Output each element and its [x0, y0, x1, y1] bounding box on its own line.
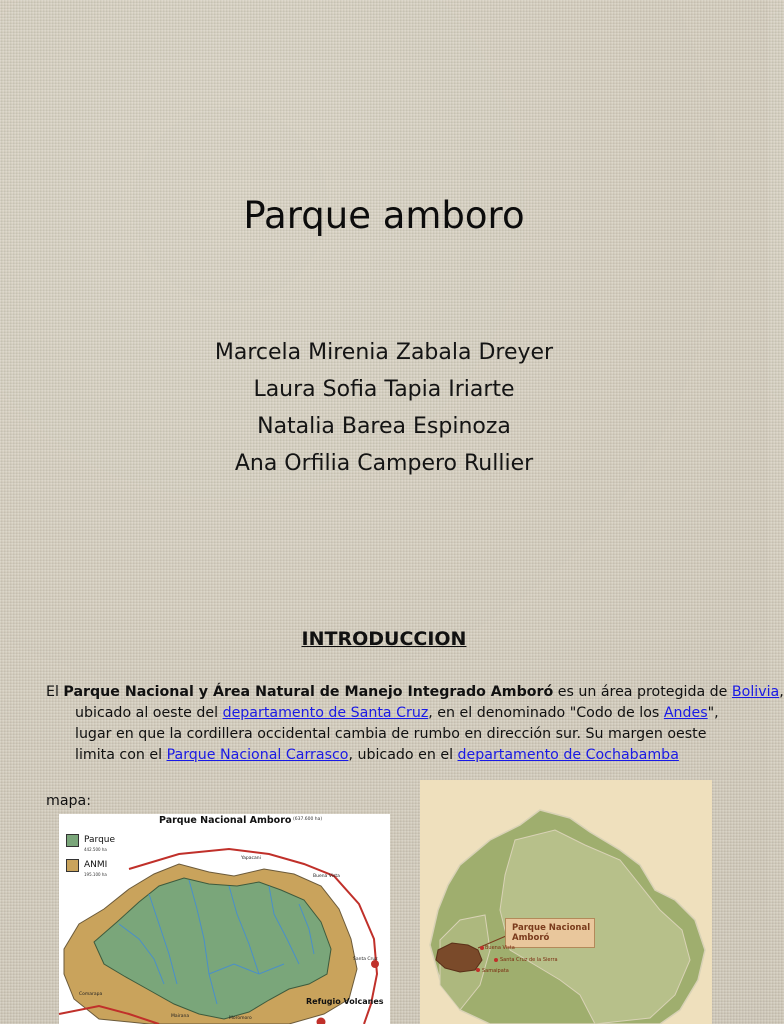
- section-heading: INTRODUCCION: [301, 628, 467, 650]
- author-name: Laura Sofia Tapia Iriarte: [253, 377, 515, 402]
- legend-sublabel: 195.100 ha: [84, 872, 107, 877]
- text-span: limita con el: [75, 747, 167, 763]
- text-span: , en el denominado "Codo de los: [428, 705, 664, 721]
- author-list: [0, 334, 768, 482]
- text-span: es un área protegida de: [553, 684, 732, 700]
- bolivia-map-graphic: [420, 780, 712, 1024]
- legend-swatch-parque: [66, 834, 79, 847]
- town-marker: [476, 968, 480, 972]
- intro-paragraph: [46, 682, 784, 766]
- bolivia-location-map: [420, 780, 712, 1024]
- intro-line: [46, 745, 726, 766]
- link-departamento-cochabamba[interactable]: departamento de Cochabamba: [457, 747, 679, 763]
- legend-swatch-anmi: [66, 859, 79, 872]
- text-span: ,: [779, 684, 784, 700]
- place-label: Mairana: [171, 1014, 190, 1019]
- text-span: ",: [707, 705, 719, 721]
- town-marker: [480, 946, 484, 950]
- park-callout-box: Parque Nacional Amboró: [505, 918, 595, 948]
- town-label: Buena Vista: [485, 945, 515, 951]
- author-name: Marcela Mirenia Zabala Dreyer: [214, 340, 554, 365]
- link-parque-nacional-carrasco[interactable]: Parque Nacional Carrasco: [166, 747, 349, 763]
- refugio-label: Refugio Volcanes: [306, 997, 384, 1006]
- link-departamento-santa-cruz[interactable]: departamento de Santa Cruz: [222, 705, 429, 721]
- text-span: lugar en que la cordillera occidental cambia de rumbo en dirección sur. Su margen oeste: [75, 726, 707, 742]
- introduction-slide: [0, 600, 784, 1024]
- town-label: Santa Cruz de la Sierra: [500, 957, 558, 963]
- intro-line: [46, 682, 784, 703]
- place-label: Yapacani: [241, 856, 261, 861]
- text-span: , ubicado en el: [348, 747, 458, 763]
- map-label: mapa:: [46, 793, 91, 809]
- legend-label: ANMI: [84, 860, 108, 870]
- refugio-marker: [316, 1017, 326, 1024]
- park-official-name: Parque Nacional y Área Natural de Manejo Integrado Amboró: [63, 684, 554, 700]
- link-andes[interactable]: Andes: [663, 705, 708, 721]
- map-subtitle: (637.600 ha): [293, 817, 323, 822]
- author-name: Natalia Barea Espinoza: [257, 414, 511, 439]
- place-label: Buena Vista: [313, 874, 340, 879]
- place-label: Santa Cruz: [353, 957, 378, 962]
- park-detail-map: [59, 814, 390, 1024]
- link-bolivia[interactable]: Bolivia: [731, 684, 780, 700]
- legend-label: Parque: [84, 835, 116, 845]
- intro-line: [46, 724, 726, 745]
- town-marker: [494, 958, 498, 962]
- town-label: Samaipata: [482, 968, 509, 974]
- place-label: Moromoro: [229, 1016, 252, 1021]
- text-span: El: [46, 684, 64, 700]
- text-span: ubicado al oeste del: [75, 705, 223, 721]
- intro-line: [46, 703, 726, 724]
- slide-title: Parque amboro: [243, 194, 525, 237]
- legend-sublabel: 442.500 ha: [84, 847, 107, 852]
- author-name: Ana Orfilia Campero Rullier: [234, 451, 534, 476]
- place-label: Comarapa: [79, 992, 103, 997]
- park-map-graphic: [59, 814, 390, 1024]
- map-title: Parque Nacional Amboro: [159, 815, 292, 826]
